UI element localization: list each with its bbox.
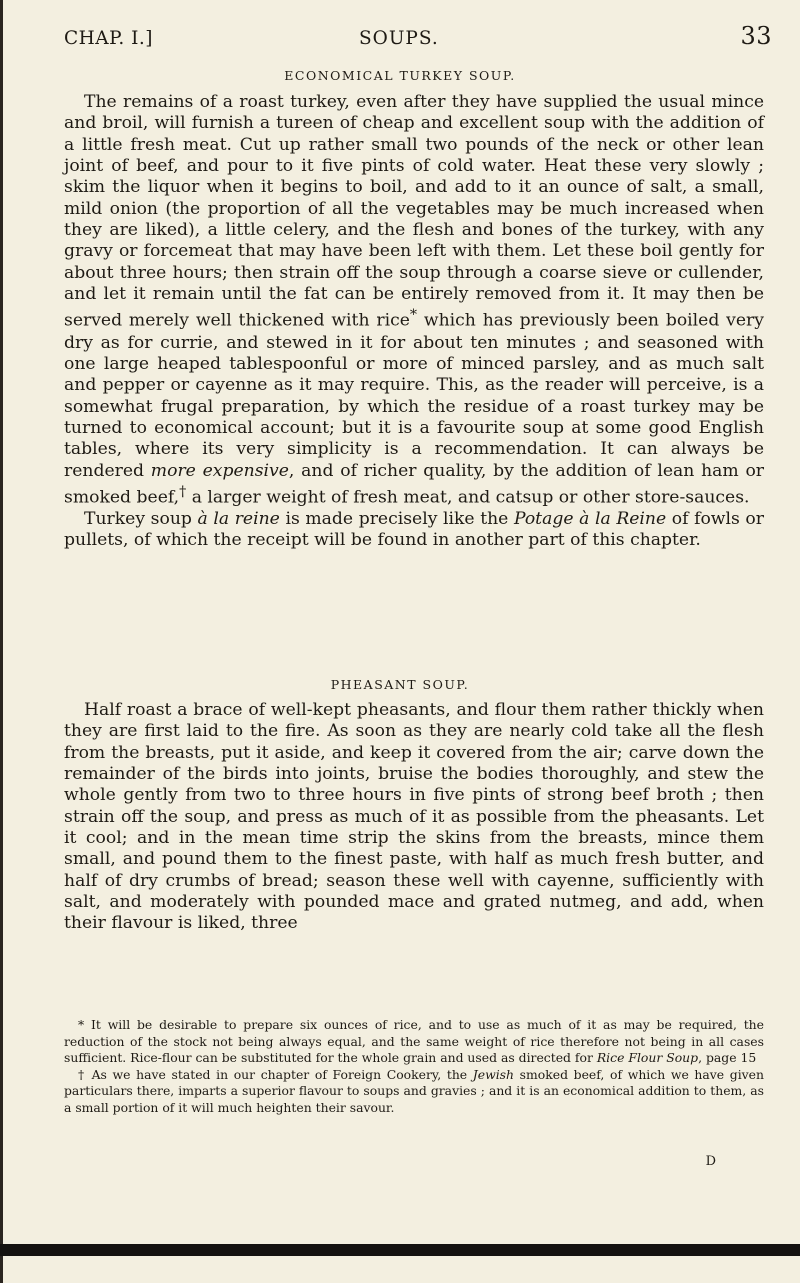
text-run: * It will be desirable to prepare six ounces of rice, and to use as much of it as may be required, the reduction of the stock not being always equal, and the same weight of rice therefore not being in all cases sufficient. Rice-flour can be substituted for the whole grain and used as directed for (64, 1017, 764, 1065)
running-header (64, 22, 772, 54)
text-run: of fowls or pullets, of which the receipt will be found in another part of this chapter. (64, 509, 765, 551)
italic-run: Potage à la Reine (513, 509, 667, 529)
text-run: a larger weight of fresh meat, and catsup or other store-sauces. (186, 487, 750, 508)
italic-run: more expensive (150, 460, 289, 481)
footnote-1 (64, 1017, 764, 1067)
turkey-paragraph-2 (64, 509, 764, 552)
italic-run: à la reine (197, 509, 280, 529)
text-run: is made precisely like the (279, 509, 514, 529)
text-run: smoked beef, of which we have given particulars there, imparts a superior flavour to soups and gravies ; and it is an economical addition to them, as a small portion of it will much heighten their savour. (64, 1066, 764, 1115)
italic-run: Jewish (472, 1066, 515, 1082)
footnotes (64, 1017, 764, 1116)
section-label: SOUPS. (359, 28, 439, 49)
text-run: which has previously been boiled very dry as for currie, and stewed in it for about ten minutes ; and seasoned with one large heaped tablespoonful or more of minced parsley, and as much salt and pepper or cayenne as it may require. This, as the reader will perceive, is a somewhat frugal preparation, by which the residue of a roast turkey may be turned to economical account; but it is a favourite soup at some good English tables, where its very simplicity is a recommendation. It can always be rendered (64, 311, 764, 481)
italic-run: Rice Flour Soup (596, 1050, 699, 1065)
page-number: 33 (740, 22, 772, 50)
turkey-paragraph-1 (64, 92, 764, 509)
text-run: † As we have stated in our chapter of Foreign Cookery, the (78, 1066, 473, 1082)
text-run: Turkey soup (84, 509, 198, 529)
footnote-marker: * (409, 307, 418, 324)
text-run: The remains of a roast turkey, even after they have supplied the usual mince and broil, will furnish a tureen of cheap and excellent soup with the addition of a little fresh meat. Cut up rather small two pounds of the neck or other lean joint of beef, and pour to it five pints of cold water. Heat these very slowly ; skim the liquor when it begins to boil, and add to it an ounce of salt, a small, mild onion (the proportion of all the vegetables may be much increased when they are liked), a little celery, and the flesh and bones of the turkey, with any gravy or forcemeat that may have been left with them. Let these boil gently for about three hours; then strain off the soup through a coarse sieve or cullender, and let it remain until the fat can be entirely removed from it. It may then be served merely well thickened with rice (64, 92, 764, 332)
recipe-body-turkey (64, 92, 764, 552)
pheasant-paragraph-1: Half roast a brace of well-kept pheasants, and flour them rather thickly when they are first laid to the fire. As soon as they are nearly cold take all the flesh from the breasts, put it aside, and keep it covered from the air; carve down the remainder of the birds into joints, bruise the bodies thoroughly, and stew the whole gently from two to three hours in five pints of strong beef broth ; then strain off the soup, and press as much of it as possible from the pheasants. Let it cool; and in the mean time strip the skins from the breasts, mince them small, and pound them to the finest paste, with half as much fresh butter, and half of dry crumbs of bread; season these well with cayenne, sufficiently with salt, and moderately with pounded mace and grated nutmeg, and add, when their flavour is liked, three (64, 700, 764, 934)
text-run: , page 15 (698, 1050, 757, 1065)
recipe-body-pheasant (64, 700, 764, 935)
page-edge-shadow (0, 0, 3, 1283)
footnote-2 (64, 1067, 764, 1117)
recipe-title-pheasant: PHEASANT SOUP. (330, 677, 470, 692)
signature-mark: D (705, 1154, 716, 1169)
footnote-marker: † (179, 483, 187, 500)
recipe-title-turkey: ECONOMICAL TURKEY SOUP. (284, 68, 516, 83)
bottom-page-border (0, 1244, 800, 1256)
chapter-label: CHAP. I.] (64, 28, 154, 49)
text-run: , and of richer quality, by the addition of lean ham or smoked beef, (64, 460, 765, 508)
